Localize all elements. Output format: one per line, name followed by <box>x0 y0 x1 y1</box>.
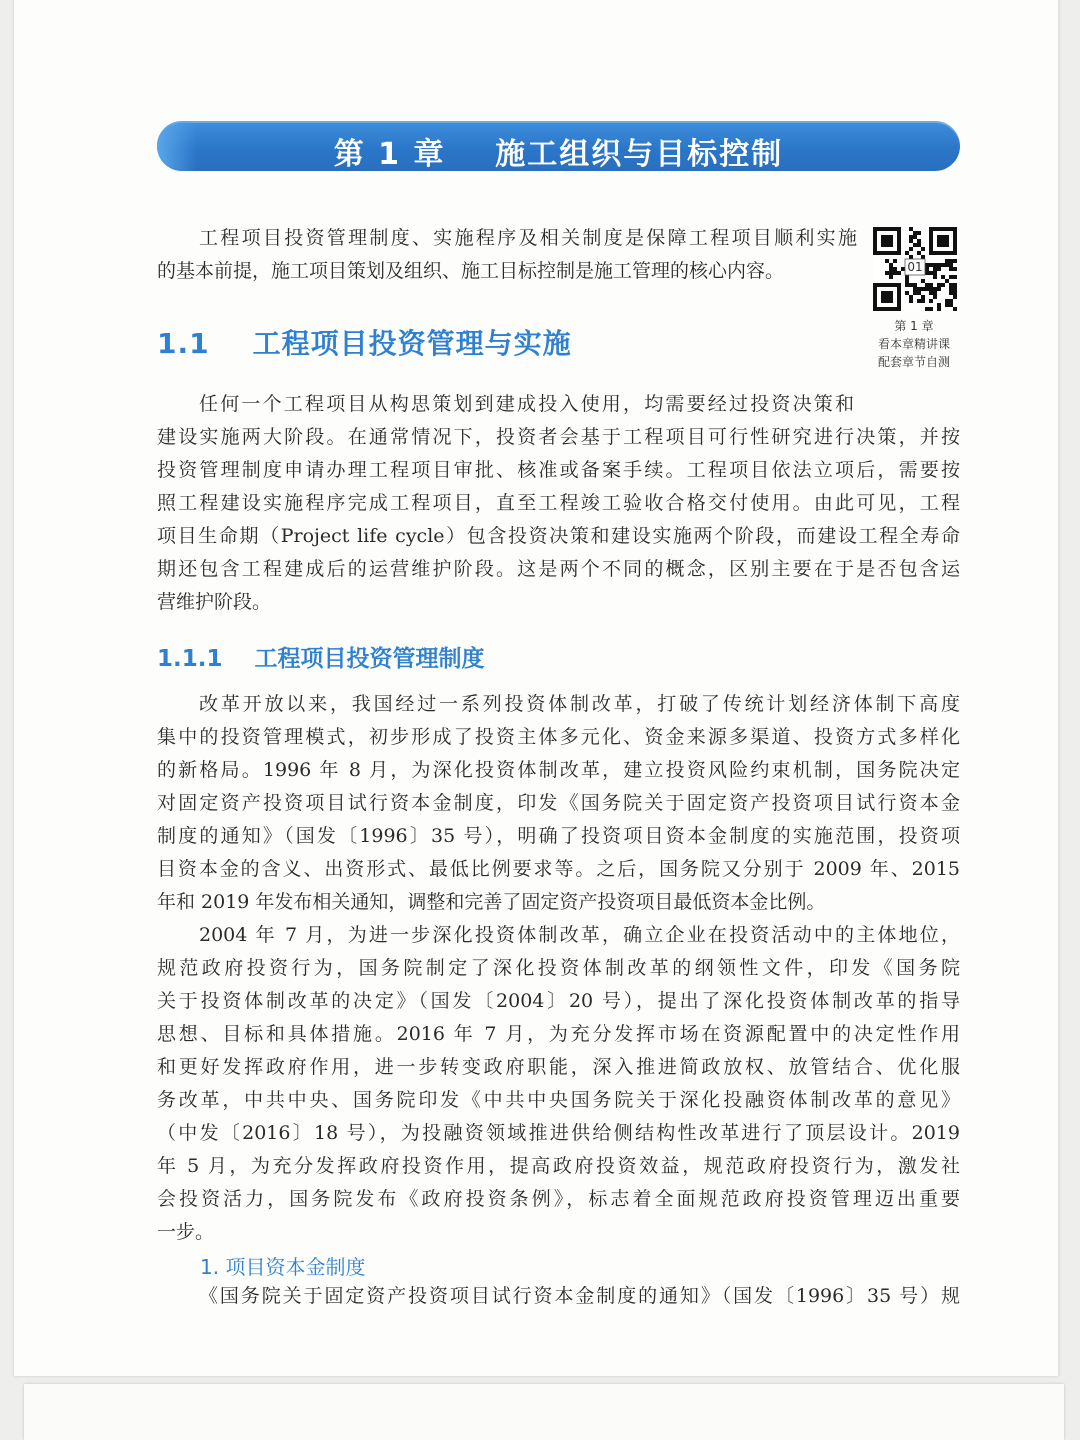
qr-module <box>929 263 933 267</box>
qr-module <box>925 287 929 291</box>
qr-module <box>917 231 921 235</box>
qr-module <box>945 263 949 267</box>
qr-module <box>945 299 949 303</box>
qr-module <box>913 287 917 291</box>
qr-module <box>909 235 913 239</box>
qr-module <box>889 267 893 271</box>
qr-finder-center <box>881 291 893 303</box>
qr-module <box>905 279 909 283</box>
qr-module <box>949 259 953 263</box>
qr-module <box>953 291 957 295</box>
qr-module <box>941 283 945 287</box>
qr-module <box>913 235 917 239</box>
text-line: 项目生命期（Project life cycle）包含投资决策和建设实施两个阶段，而建设工程全寿命 <box>157 525 960 547</box>
text-line: 集中的投资管理模式，初步形成了投资主体多元化、资金来源多渠道、投资方式多样化 <box>157 726 960 748</box>
page-edge <box>1058 0 1060 1376</box>
qr-finder-center <box>881 235 893 247</box>
qr-module <box>929 283 933 287</box>
qr-module <box>953 287 957 291</box>
qr-module <box>937 307 941 311</box>
qr-module <box>937 267 941 271</box>
section-1-1-paragraph <box>157 388 960 619</box>
qr-module <box>953 307 957 311</box>
qr-module <box>913 231 917 235</box>
qr-module <box>909 255 913 259</box>
qr-module <box>889 275 893 279</box>
qr-module <box>889 263 893 267</box>
chapter-title: 第 1 章 施工组织与目标控制 <box>333 137 784 172</box>
qr-module <box>901 267 905 271</box>
section-heading-1-1-1: 1.1.1 工程项目投资管理制度 <box>157 646 485 672</box>
qr-module <box>893 267 897 271</box>
text-line: 改革开放以来，我国经过一系列投资体制改革，打破了传统计划经济体制下高度 <box>199 693 960 715</box>
qr-module <box>917 287 921 291</box>
qr-caption-chapter: 第 1 章 <box>894 319 934 333</box>
qr-module <box>905 275 909 279</box>
qr-module <box>949 283 953 287</box>
text-line: 对固定资产投资项目试行资本金制度，印发《国务院关于固定资产投资项目试行资本金 <box>157 792 960 814</box>
text-line: 的新格局。1996 年 8 月，为深化投资体制改革，建立投资风险约束机制，国务院决定 <box>157 759 960 781</box>
qr-module <box>913 243 917 247</box>
qr-module <box>945 279 949 283</box>
text-line: 务改革，中共中央、国务院印发《中共中央国务院关于深化投融资体制改革的意见》 <box>157 1089 960 1111</box>
qr-module <box>925 283 929 287</box>
qr-code[interactable] <box>873 227 957 311</box>
qr-module <box>925 271 929 275</box>
qr-module <box>921 255 925 259</box>
text-line: 一步。 <box>157 1221 215 1243</box>
qr-module <box>909 247 913 251</box>
qr-module <box>949 291 953 295</box>
qr-module <box>933 267 937 271</box>
text-line: （中发〔2016〕18 号），为投融资领域推进供给侧结构性改革进行了顶层设计。2019 <box>157 1122 960 1144</box>
qr-module <box>909 227 913 231</box>
text-line: 《国务院关于固定资产投资项目试行资本金制度的通知》（国发〔1996〕35 号）规 <box>199 1285 960 1307</box>
qr-module <box>953 259 957 263</box>
text-line: 营维护阶段。 <box>157 591 272 613</box>
text-line: 任何一个工程项目从构思策划到建成投入使用，均需要经过投资决策和 <box>199 393 854 415</box>
qr-module <box>937 263 941 267</box>
qr-module <box>909 283 913 287</box>
qr-module <box>933 287 937 291</box>
qr-badge-text: 01 <box>907 260 923 274</box>
qr-module <box>933 295 937 299</box>
qr-module <box>945 303 949 307</box>
qr-module <box>921 287 925 291</box>
qr-module <box>929 271 933 275</box>
qr-module <box>933 291 937 295</box>
qr-finder-center <box>937 235 949 247</box>
text-line: 期还包含工程建成后的运营维护阶段。这是两个不同的概念，区别主要在于是否包含运 <box>157 558 960 580</box>
qr-module <box>913 291 917 295</box>
qr-module <box>929 299 933 303</box>
text-line: 2004 年 7 月，为进一步深化投资体制改革，确立企业在投资活动中的主体地位， <box>199 924 960 946</box>
qr-module <box>917 299 921 303</box>
qr-module <box>949 299 953 303</box>
qr-module <box>885 271 889 275</box>
qr-module <box>909 299 913 303</box>
qr-module <box>893 271 897 275</box>
qr-module <box>905 251 909 255</box>
qr-module <box>905 291 909 295</box>
text-line: 照工程建设实施程序完成工程项目，直至工程竣工验收合格交付使用。由此可见，工程 <box>157 492 960 514</box>
qr-module <box>925 307 929 311</box>
qr-module <box>929 307 933 311</box>
qr-module <box>925 267 929 271</box>
subsection-heading-1: 1. 项目资本金制度 <box>200 1255 366 1279</box>
qr-module <box>921 279 925 283</box>
intro-paragraph <box>157 222 857 288</box>
qr-module <box>921 295 925 299</box>
text-line: 的基本前提，施工项目策划及组织、施工目标控制是施工管理的核心内容。 <box>157 260 785 282</box>
qr-module <box>949 263 953 267</box>
qr-module <box>917 291 921 295</box>
text-line: 会投资活力，国务院发布《政府投资条例》，标志着全面规范政府投资管理迈出重要 <box>157 1188 960 1210</box>
text-line: 和更好发挥政府作用，进一步转变政府职能，深入推进简政放权、放管结合、优化服 <box>157 1056 960 1078</box>
subsection-1-paragraph <box>157 1280 960 1313</box>
qr-module <box>937 287 941 291</box>
qr-module <box>933 263 937 267</box>
qr-module <box>925 263 929 267</box>
text-line: 关于投资体制改革的决定》（国发〔2004〕20 号），提出了深化投资体制改革的指导 <box>157 990 960 1012</box>
qr-caption-test: 配套章节自测 <box>877 355 950 369</box>
qr-module <box>933 271 937 275</box>
text-line: 年 5 月，为充分发挥政府投资作用，提高政府投资效益，规范政府投资行为，激发社 <box>157 1155 960 1177</box>
qr-module <box>909 239 913 243</box>
qr-module <box>933 275 937 279</box>
text-line: 年和 2019 年发布相关通知，调整和完善了固定资产投资项目最低资本金比例。 <box>157 891 826 913</box>
qr-module <box>905 283 909 287</box>
qr-module <box>897 271 901 275</box>
chapter-banner <box>157 121 960 171</box>
qr-module <box>953 283 957 287</box>
text-line: 规范政府投资行为，国务院制定了深化投资体制改革的纲领性文件，印发《国务院 <box>157 957 960 979</box>
qr-module <box>953 267 957 271</box>
qr-caption-lecture: 看本章精讲课 <box>877 337 950 351</box>
qr-module <box>953 275 957 279</box>
qr-module <box>949 303 953 307</box>
qr-module <box>889 271 893 275</box>
qr-code-image <box>873 227 957 311</box>
qr-module <box>885 259 889 263</box>
text-line: 投资管理制度申请办理工程项目审批、核准或备案手续。工程项目依法立项后，需要按 <box>157 459 960 481</box>
qr-module <box>929 287 933 291</box>
qr-module <box>913 283 917 287</box>
text-line: 目资本金的含义、出资形式、最低比例要求等。之后，国务院又分别于 2009 年、2015 <box>157 858 960 880</box>
qr-module <box>949 275 953 279</box>
text-line: 制度的通知》（国发〔1996〕35 号），明确了投资项目资本金制度的实施范围，投资项 <box>157 825 960 847</box>
section-1-1-1-paragraph-2 <box>157 919 960 1249</box>
qr-module <box>909 295 913 299</box>
text-line: 思想、目标和具体措施。2016 年 7 月，为充分发挥市场在资源配置中的决定性作用 <box>157 1023 960 1045</box>
next-page-edge <box>24 1384 1064 1440</box>
text-line: 建设实施两大阶段。在通常情况下，投资者会基于工程项目可行性研究进行决策，并按 <box>157 426 960 448</box>
qr-module <box>945 259 949 263</box>
qr-module <box>893 259 897 263</box>
section-1-1-1-paragraph-1 <box>157 688 960 919</box>
qr-module <box>937 283 941 287</box>
qr-module <box>941 263 945 267</box>
qr-module <box>921 299 925 303</box>
qr-module <box>917 251 921 255</box>
qr-module <box>941 275 945 279</box>
text-line: 工程项目投资管理制度、实施程序及相关制度是保障工程项目顺利实施 <box>199 227 857 249</box>
qr-module <box>917 243 921 247</box>
qr-caption <box>858 317 970 371</box>
section-heading-1-1: 1.1 工程项目投资管理与实施 <box>157 327 572 360</box>
qr-module <box>953 295 957 299</box>
qr-module <box>929 291 933 295</box>
qr-module <box>949 287 953 291</box>
qr-module <box>949 267 953 271</box>
qr-module <box>937 303 941 307</box>
qr-module <box>917 239 921 243</box>
qr-module <box>921 247 925 251</box>
